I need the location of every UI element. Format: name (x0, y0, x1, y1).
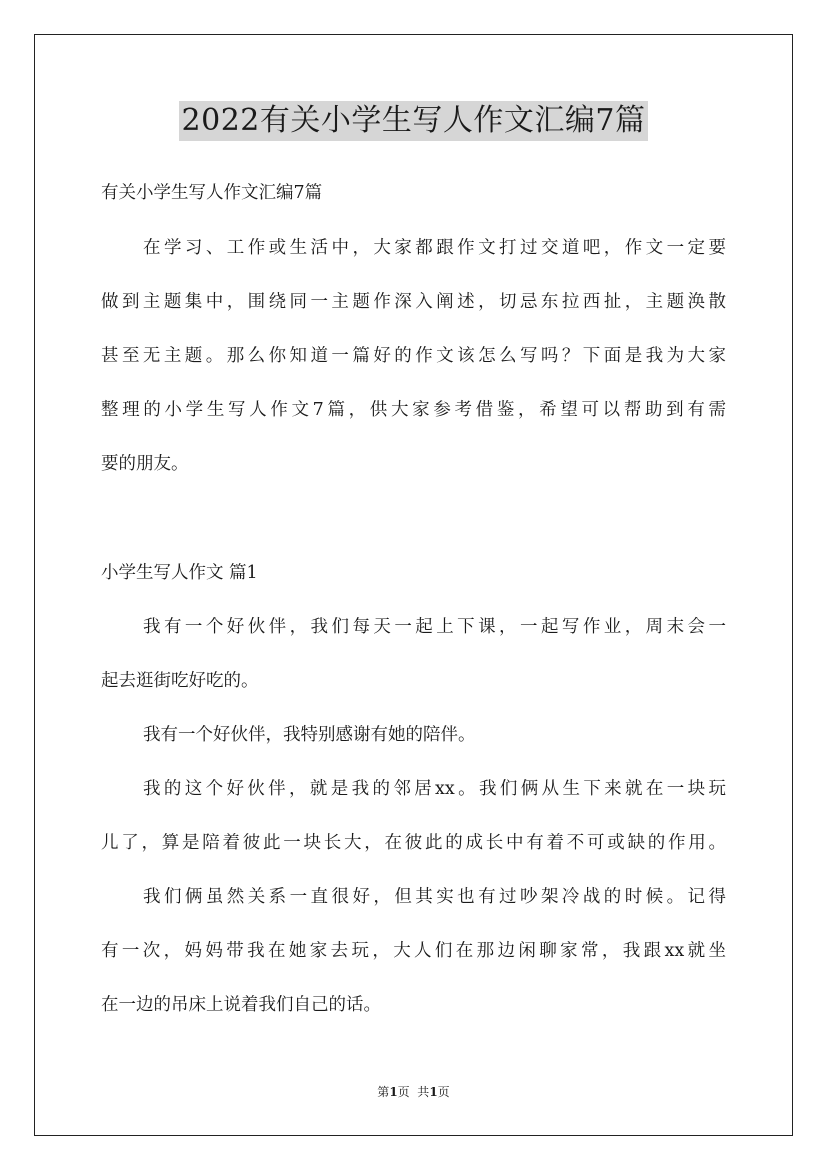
intro-line-3: 甚至无主题。那么你知道一篇好的作文该怎么写吗？下面是我为大家 (101, 346, 726, 366)
section-line-5: 儿了，算是陪着彼此一块长大，在彼此的成长中有着不可或缺的作用。 (101, 833, 726, 853)
intro-line-4: 整理的小学生写人作文7篇，供大家参考借鉴，希望可以帮助到有需 (101, 400, 726, 420)
section-line-2: 起去逛街吃好吃的。 (101, 671, 259, 691)
footer-page-current: 1 (389, 1085, 398, 1099)
footer-page-mid: 页 共 (397, 1085, 430, 1099)
section-line-7: 有一次，妈妈带我在她家去玩，大人们在那边闲聊家常，我跟xx就坐 (101, 941, 726, 961)
section-line-3: 我有一个好伙伴，我特别感谢有她的陪伴。 (143, 725, 476, 745)
document-title (0, 100, 827, 141)
section-line-1: 我有一个好伙伴，我们每天一起上下课，一起写作业，周末会一 (143, 617, 726, 637)
footer-page-suffix: 页 (437, 1085, 450, 1099)
section-line-6: 我们俩虽然关系一直很好，但其实也有过吵架冷战的时候。记得 (143, 887, 726, 907)
section-line-4: 我的这个好伙伴，就是我的邻居xx。我们俩从生下来就在一块玩 (143, 779, 726, 799)
intro-line-5: 要的朋友。 (101, 454, 189, 474)
footer-page-prefix: 第 (377, 1085, 390, 1099)
document-subtitle: 有关小学生写人作文汇编7篇 (101, 183, 323, 203)
section-heading: 小学生写人作文 篇1 (101, 563, 258, 583)
document-title-text: 2022有关小学生写人作文汇编7篇 (179, 101, 649, 141)
intro-line-1: 在学习、工作或生活中，大家都跟作文打过交道吧，作文一定要 (143, 238, 726, 258)
footer-page-total: 1 (429, 1085, 438, 1099)
page-footer (0, 1084, 827, 1100)
section-line-8: 在一边的吊床上说着我们自己的话。 (101, 995, 381, 1015)
intro-line-2: 做到主题集中，围绕同一主题作深入阐述，切忌东拉西扯，主题涣散 (101, 292, 726, 312)
